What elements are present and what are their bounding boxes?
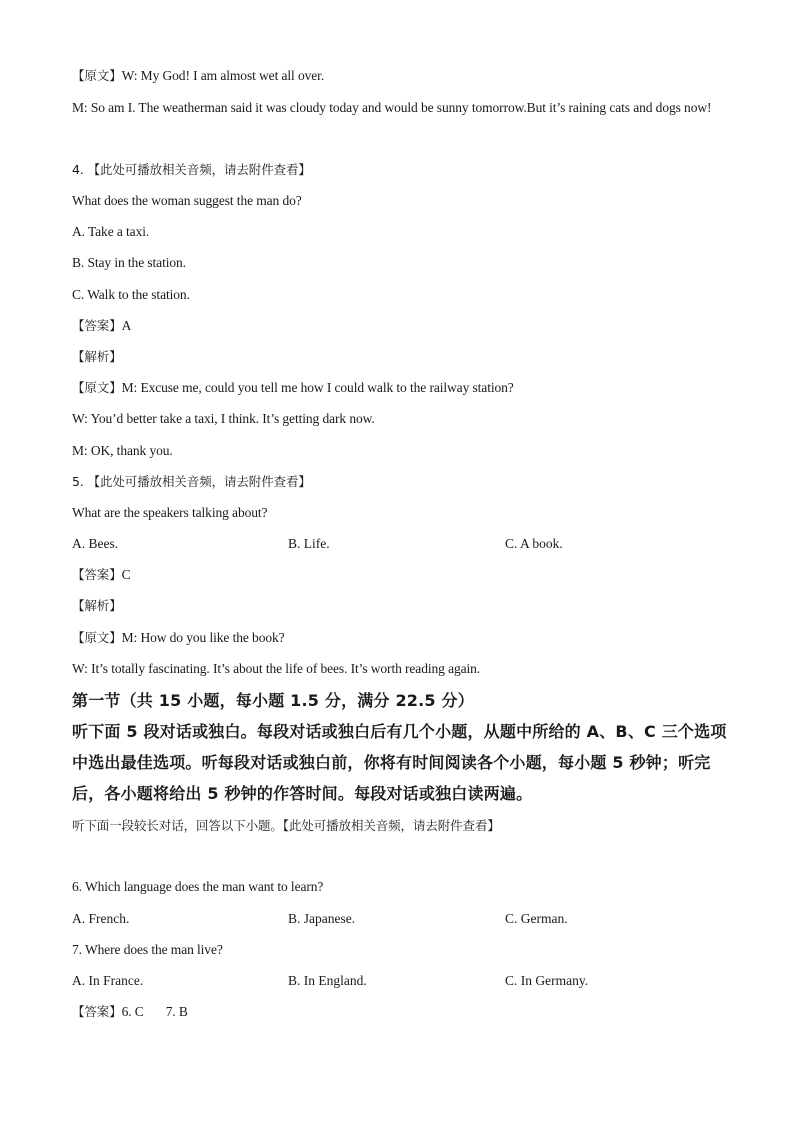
- transcript-text: M: Excuse me, could you tell me how I could walk to the railway station?: [121, 380, 514, 395]
- transcript-label: 【原文】: [72, 380, 122, 395]
- q7-option-a: A. In France.: [72, 973, 144, 988]
- q4-answer: [72, 317, 131, 335]
- answer-label: 【答案】: [72, 567, 122, 582]
- answers-6-7: [72, 1003, 188, 1021]
- section-instructions: 听下面 5 段对话或独白。每段对话或独白后有几个小题，从题中所给的 A、B、C 三个选项中选出最佳选项。听每段对话或独白前，你将有时间阅读各个小题，每小题 5 秒钟；听完后，各小题将给出 5 秒钟的作答时间。每段对话或独白读两遍。: [72, 722, 727, 803]
- q5-question: What are the speakers talking about?: [72, 505, 268, 520]
- q5-transcript-2: W: It’s totally fascinating. It’s about the life of bees. It’s worth reading again.: [72, 661, 481, 676]
- transcript-text: W: My God! I am almost wet all over.: [121, 68, 325, 83]
- q6-option-b: B. Japanese.: [288, 911, 356, 926]
- q5-option-c: C. A book.: [505, 536, 563, 551]
- q5-analysis-label: 【解析】: [72, 598, 122, 613]
- q5-transcript-1: [72, 629, 285, 647]
- q5-answer: [72, 566, 131, 584]
- q3-transcript-w: [72, 67, 324, 85]
- q4-question: What does the woman suggest the man do?: [72, 193, 302, 208]
- q3-transcript-m: M: So am I. The weatherman said it was cloudy today and would be sunny tomorrow.But it’s raining cats and dogs now!: [72, 100, 712, 115]
- transcript-label: 【原文】: [72, 630, 122, 645]
- q4-transcript-1: [72, 379, 514, 397]
- answer-value: C: [121, 567, 131, 582]
- answer-value: A: [121, 318, 132, 333]
- q4-option-a: A. Take a taxi.: [72, 224, 150, 239]
- q7-option-c: C. In Germany.: [505, 973, 589, 988]
- q6-question: 6. Which language does the man want to learn?: [72, 879, 324, 894]
- transcript-label: 【原文】: [72, 68, 122, 83]
- q5-option-a: A. Bees.: [72, 536, 119, 551]
- q7-option-b: B. In England.: [288, 973, 367, 988]
- q4-transcript-3: M: OK, thank you.: [72, 443, 173, 458]
- q5-option-b: B. Life.: [288, 536, 330, 551]
- transcript-text: M: How do you like the book?: [121, 630, 285, 645]
- q4-option-c: C. Walk to the station.: [72, 287, 190, 302]
- section-sub-note: 听下面一段较长对话，回答以下小题。【此处可播放相关音频，请去附件查看】: [72, 818, 500, 833]
- q7-question: 7. Where does the man live?: [72, 942, 223, 957]
- q4-transcript-2: W: You’d better take a taxi, I think. It’s getting dark now.: [72, 411, 375, 426]
- answer-6: 6. C: [121, 1004, 144, 1019]
- q6-option-c: C. German.: [505, 911, 568, 926]
- answer-label: 【答案】: [72, 1004, 122, 1019]
- q4-analysis-label: 【解析】: [72, 349, 122, 364]
- q6-option-a: A. French.: [72, 911, 130, 926]
- q5-audio-note: 5. 【此处可播放相关音频，请去附件查看】: [72, 474, 311, 489]
- answer-7: 7. B: [165, 1004, 188, 1019]
- q4-option-b: B. Stay in the station.: [72, 255, 186, 270]
- answer-label: 【答案】: [72, 318, 122, 333]
- section-heading: 第一节（共 15 小题，每小题 1.5 分，满分 22.5 分）: [72, 691, 474, 710]
- q4-audio-note: 4. 【此处可播放相关音频，请去附件查看】: [72, 162, 311, 177]
